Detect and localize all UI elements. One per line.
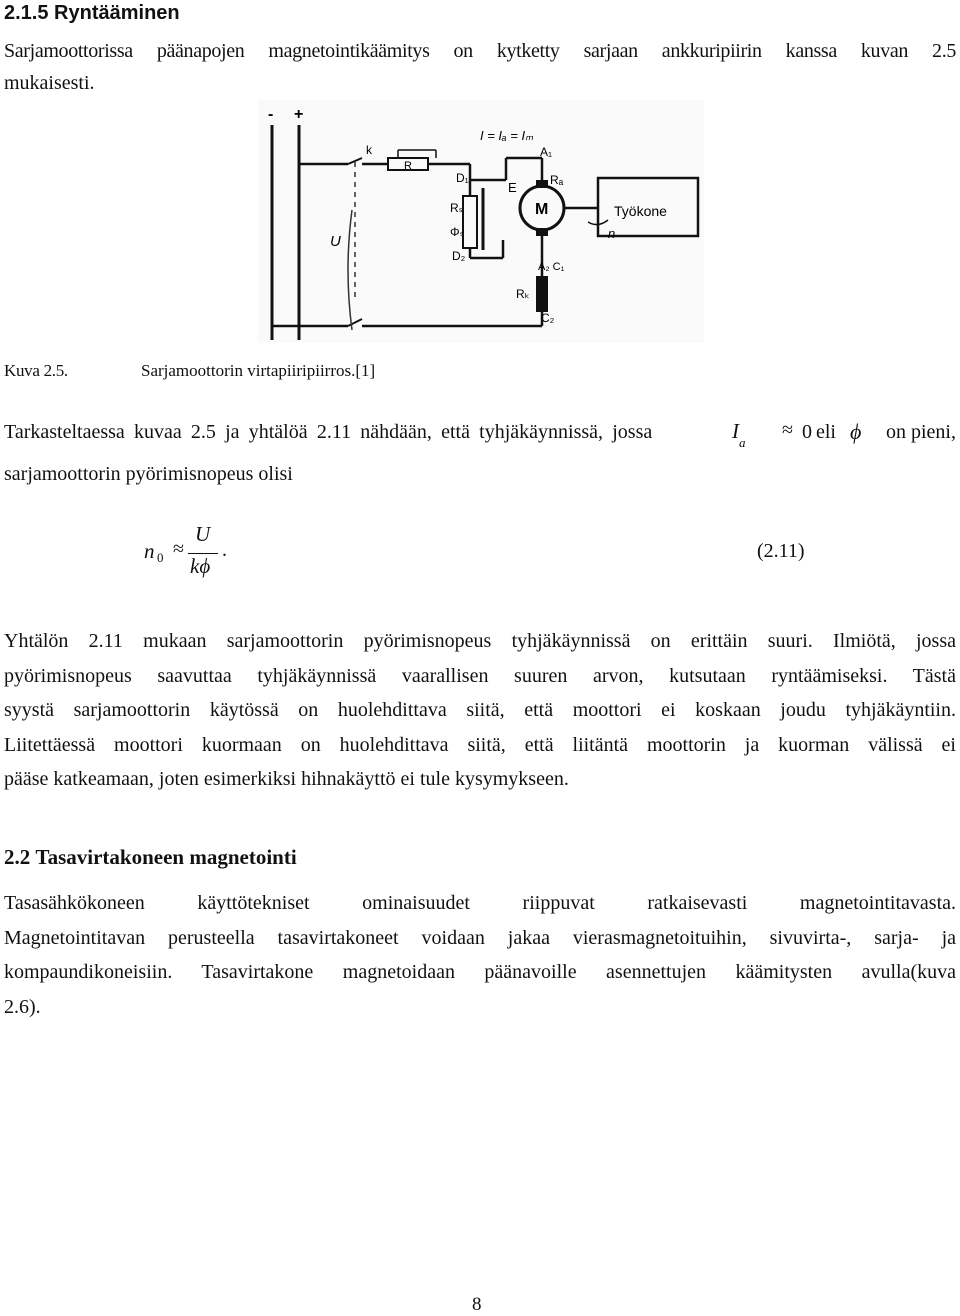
eq-n-sub: 0 [157,550,164,565]
equation-number: (2.11) [757,540,805,562]
eq-numerator: U [195,522,211,546]
eq-dot: . [222,539,227,561]
plus-label: + [294,106,304,123]
para2-line: pääse katkeamaan, joten esimerkiksi hihnakäyttö ei tule kysymykseen. [4,768,569,790]
math-phi: ϕ [850,419,862,444]
caption-text: Sarjamoottorin virtapiiripiirros.[1] [141,361,376,380]
math-approx: ≈ [782,419,793,441]
field-coil [463,196,477,248]
para2-line: pyörimisnopeus saavuttaa tyhjäkäynnissä vaarallisen suuren arvon, kutsutaan ryntäämiseksi. Tästä [4,664,956,687]
rs-label: Rₛ [450,201,464,215]
caption-label: Kuva 2.5. [4,361,68,380]
para2-line: Yhtälön 2.11 mukaan sarjamoottorin pyörimisnopeus tyhjäkäynnissä on erittäin suuri. Ilmiötä, jossa [4,630,956,652]
page-number: 8 [472,1294,482,1315]
e-label: E [508,180,517,195]
eq-denominator: kϕ [190,554,211,578]
u-label: U [330,233,341,250]
para1-text-b: eli [816,421,836,443]
circuit-diagram [258,100,704,343]
math-zero: 0 [802,421,812,443]
n-label: n [608,226,616,241]
phi-s-label: Φₛ [450,225,465,239]
section2-title: Tasavirtakoneen magnetointi [35,845,297,869]
m-label: M [535,201,549,218]
a1-label: A₁ [540,145,553,159]
c2-label: C₂ [541,311,555,325]
intro-line: Sarjamoottorissa päänapojen magnetointikäämitys on kytketty sarjaan ankkuripiirin kanssa kuvan 2.5 [4,40,956,62]
section-heading [4,2,180,25]
section-title: Ryntääminen [54,2,180,24]
ra-label: Rₐ [550,173,564,187]
machine-label: Työkone [614,203,667,219]
section-number: 2.1.5 [4,2,49,24]
para3-line: Tasasähkökoneen käyttötekniset ominaisuudet riippuvat ratkaisevasti magnetointitavasta. [4,892,956,914]
math-ia: $I_a$ [732,419,746,451]
para3-line: kompaundikoneisiin. Tasavirtakone magnetoidaan päänavoille asennettujen käämitysten avulla(kuva [4,961,956,983]
eq-approx: ≈ [173,538,184,560]
rk-label: Rₖ [516,287,530,301]
intro-paragraph [4,40,956,95]
switch-label: k [366,143,372,157]
para2-line: Liitettäessä moottori kuormaan on huolehdittava siitä, että liitäntä moottorin ja kuorman välissä ei [4,733,956,756]
para3-line: 2.6). [4,995,41,1018]
para3-line: Magnetointitavan perusteella tasavirtakoneet voidaan jakaa vierasmagnetoituihin, sivuvirta-, sarja- ja [4,926,956,949]
para1-line1 [4,421,956,451]
eq-n: n [144,539,155,563]
section2-number: 2.2 [4,845,31,869]
para2-line: syystä sarjamoottorin käytössä on huolehdittava siitä, että moottori ei koskaan joudu tyhjäkäyntiin. [4,699,956,721]
a2c1-label: A₂ C₁ [538,261,565,273]
intro-line: mukaisesti. [4,72,95,94]
para3 [4,886,956,1024]
para1-line2: sarjamoottorin pyörimisnopeus olisi [4,463,293,485]
para2 [4,624,956,797]
d2-label: D₂ [452,249,466,263]
equation-2-11 [140,522,840,588]
circuit-drawing [258,100,704,343]
para1-text-a: Tarkasteltaessa kuvaa 2.5 ja yhtälöä 2.11 nähdään, että tyhjäkäynnissä, jossa [4,421,653,443]
resistor-label: R [404,160,412,172]
section2-heading [4,845,297,870]
d1-label: D₁ [456,171,469,185]
figure-caption [4,361,376,381]
current-label: I = Iₐ = Iₘ [480,128,534,143]
para1-text-c: on pieni, [886,421,956,443]
minus-label: - [268,106,274,123]
commutating-winding [536,276,548,312]
